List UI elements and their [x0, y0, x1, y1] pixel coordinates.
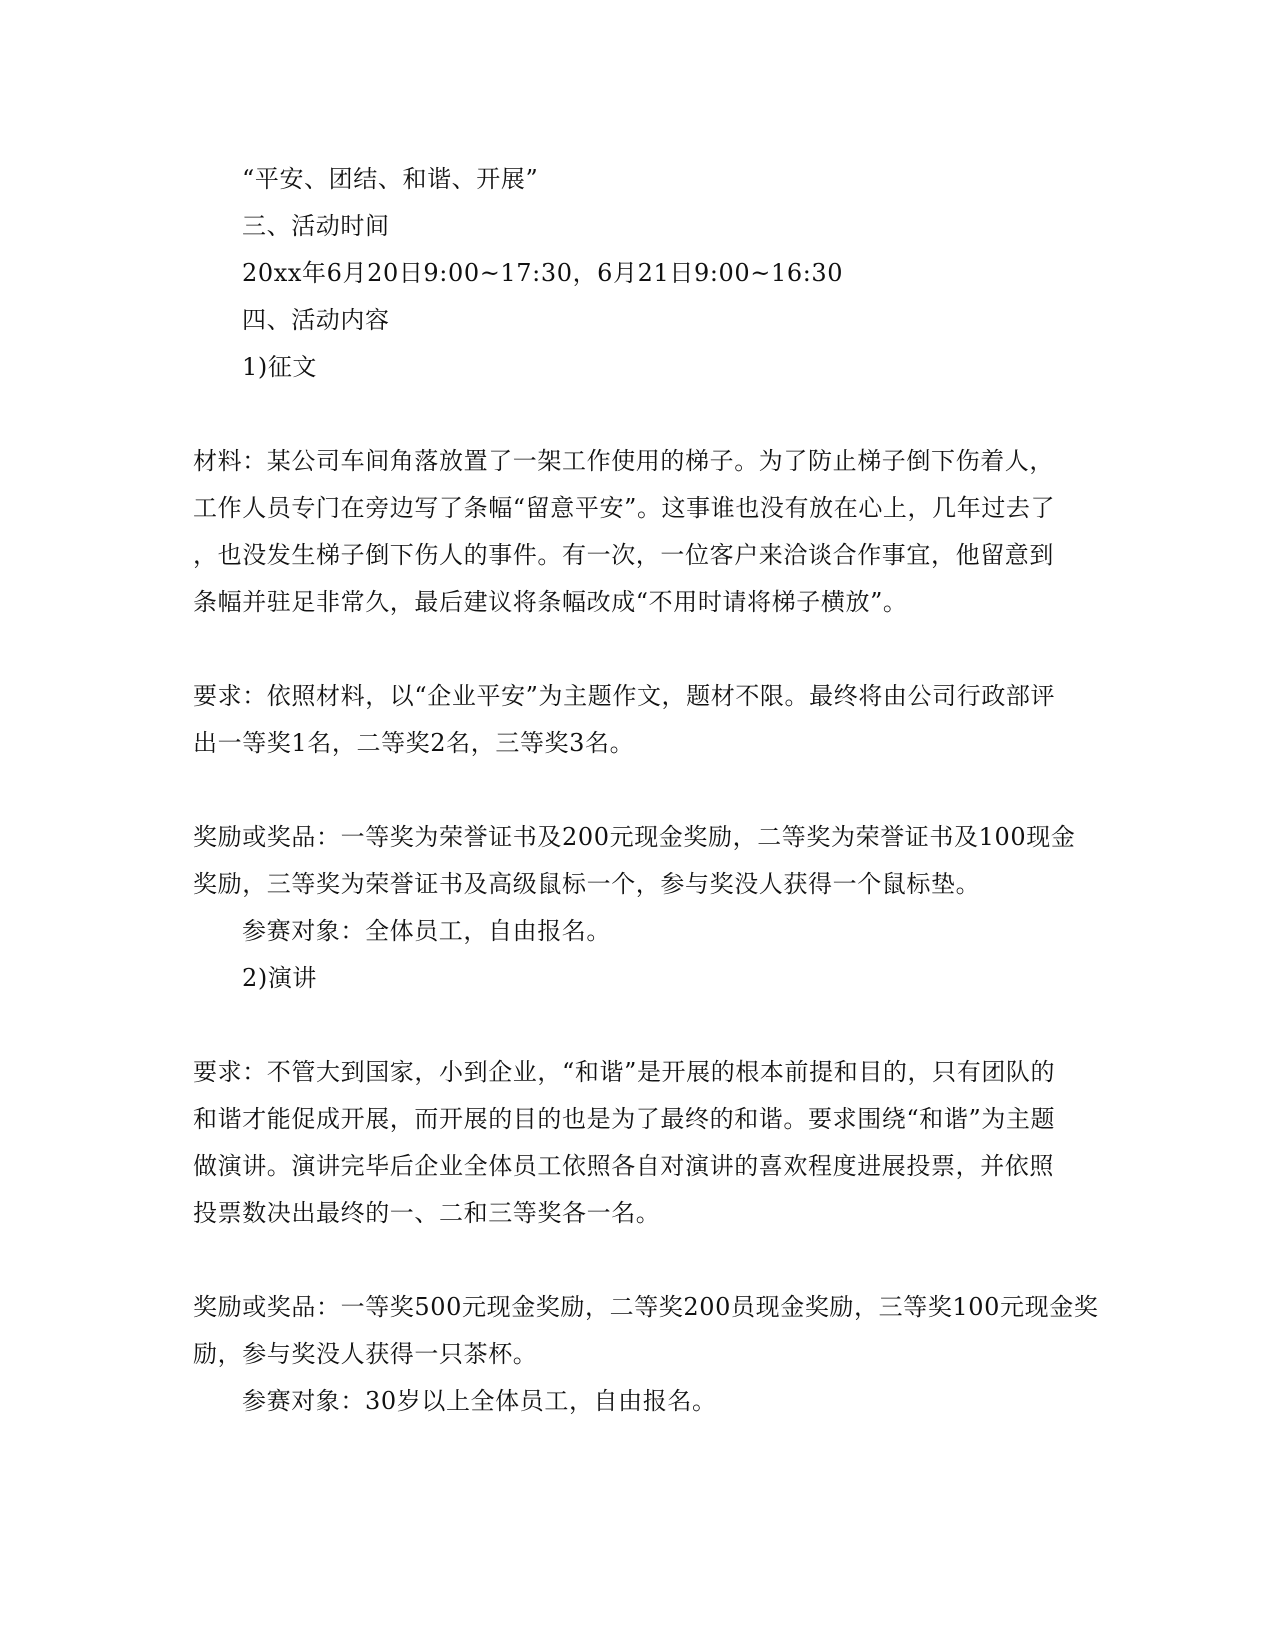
theme-line: “平安、团结、和谐、开展”	[242, 165, 539, 193]
speech-requirement-line: 投票数决出最终的一、二和三等奖各一名。	[193, 1199, 661, 1227]
speech-participants: 参赛对象：30岁以上全体员工，自由报名。	[242, 1387, 717, 1415]
material-paragraph-line: 工作人员专门在旁边写了条幅“留意平安”。这事谁也没有放在心上，几年过去了	[193, 494, 1056, 522]
material-paragraph-line: 材料：某公司车间角落放置了一架工作使用的梯子。为了防止梯子倒下伤着人，	[193, 447, 1054, 475]
speech-prize-line: 励，参与奖没人获得一只茶杯。	[193, 1340, 538, 1368]
material-paragraph-line: ，也没发生梯子倒下伤人的事件。有一次，一位客户来洽谈合作事宜，他留意到	[193, 541, 1054, 569]
item-heading-essay: 1)征文	[242, 353, 318, 381]
speech-requirement-line: 要求：不管大到国家，小到企业，“和谐”是开展的根本前提和目的，只有团队的	[193, 1058, 1056, 1086]
essay-requirement-line: 要求：依照材料，以“企业平安”为主题作文，题材不限。最终将由公司行政部评	[193, 682, 1056, 710]
essay-participants: 参赛对象：全体员工，自由报名。	[242, 917, 611, 945]
speech-requirement-line: 和谐才能促成开展，而开展的目的也是为了最终的和谐。要求围绕“和谐”为主题	[193, 1105, 1056, 1133]
essay-requirement-line: 出一等奖1名，二等奖2名，三等奖3名。	[193, 729, 635, 757]
speech-requirement-line: 做演讲。演讲完毕后企业全体员工依照各自对演讲的喜欢程度进展投票，并依照	[193, 1152, 1054, 1180]
section-heading-time: 三、活动时间	[242, 212, 390, 240]
schedule-line: 20xx年6月20日9:00~17:30，6月21日9:00~16:30	[242, 259, 844, 287]
speech-prize-line: 奖励或奖品：一等奖500元现金奖励，二等奖200员现金奖励，三等奖100元现金奖	[193, 1293, 1099, 1321]
item-heading-speech: 2)演讲	[242, 964, 318, 992]
material-paragraph-line: 条幅并驻足非常久，最后建议将条幅改成“不用时请将梯子横放”。	[193, 588, 908, 616]
essay-prize-line: 奖励，三等奖为荣誉证书及高级鼠标一个，参与奖没人获得一个鼠标垫。	[193, 870, 981, 898]
essay-prize-line: 奖励或奖品：一等奖为荣誉证书及200元现金奖励，二等奖为荣誉证书及100现金	[193, 823, 1076, 851]
section-heading-content: 四、活动内容	[242, 306, 390, 334]
